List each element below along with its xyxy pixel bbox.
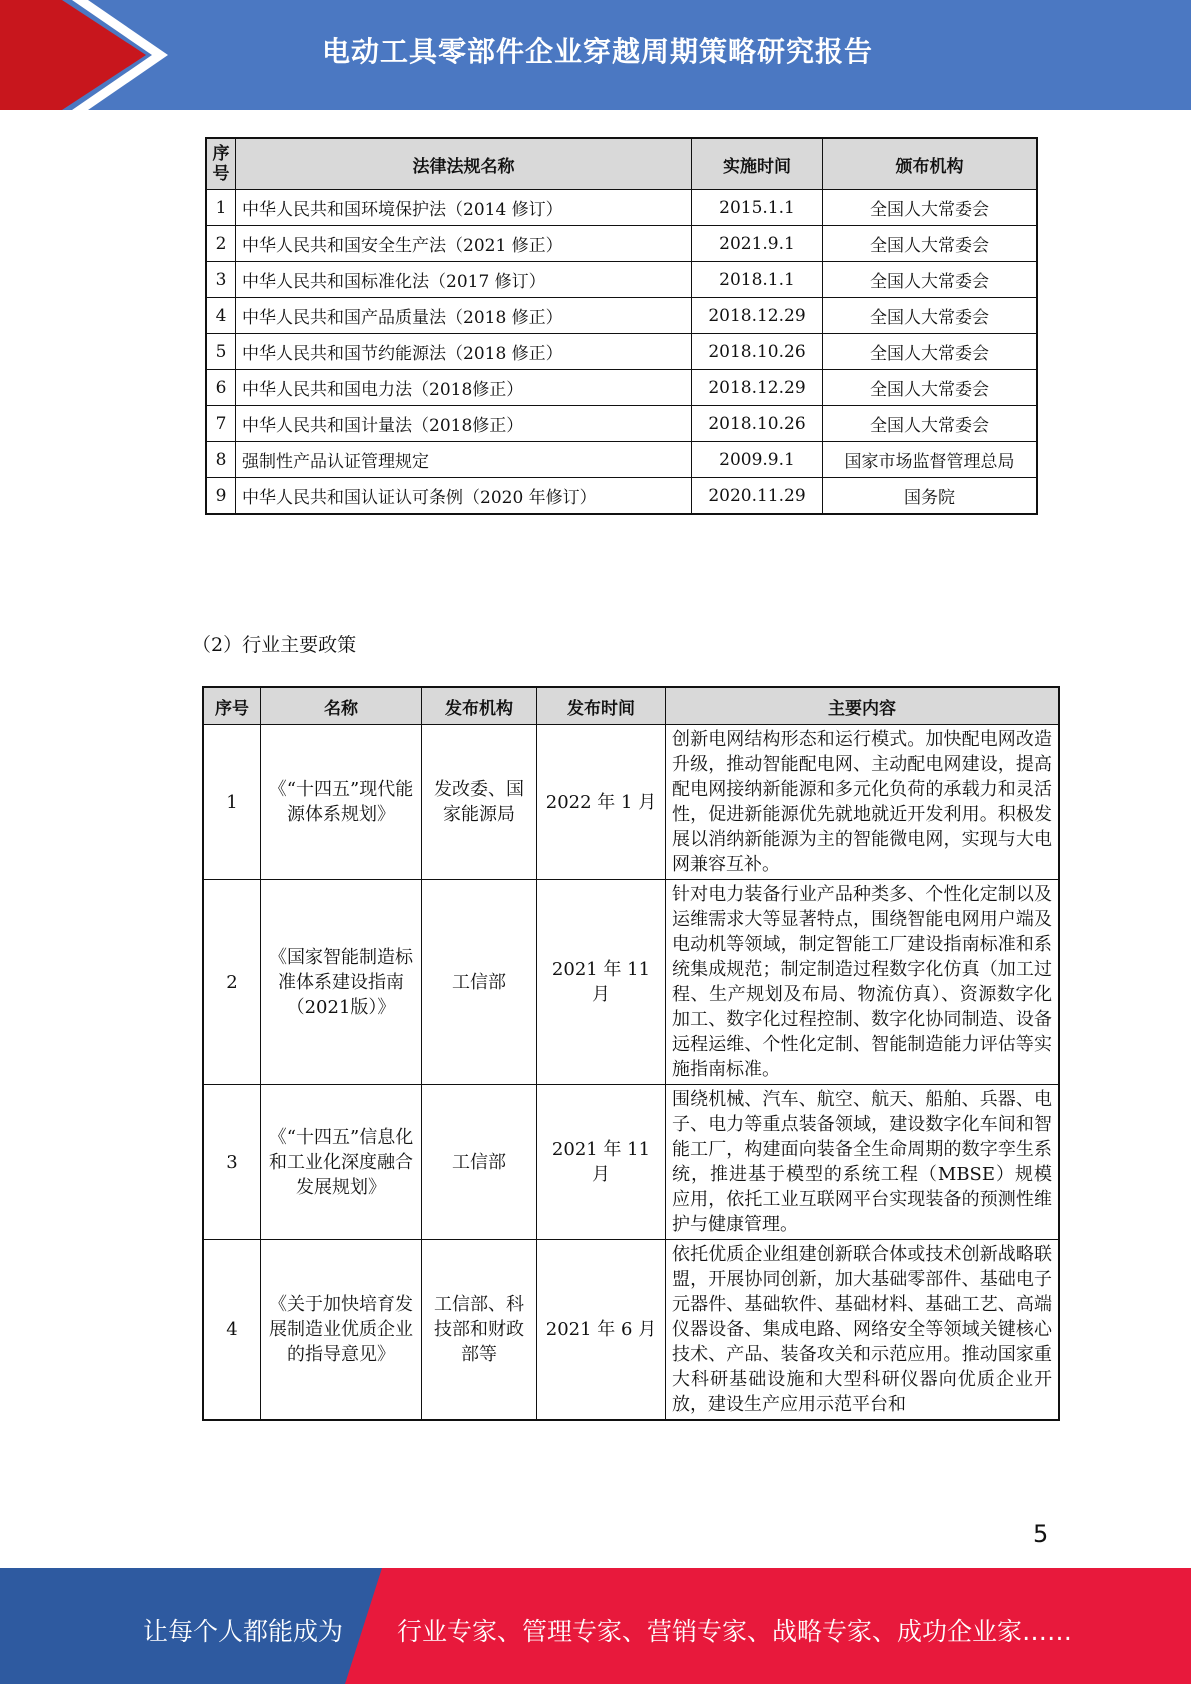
policies-table [202, 686, 1060, 1421]
col-header-date: 实施时间 [692, 138, 823, 190]
laws-table [205, 137, 1038, 515]
cell-date: 2021.9.1 [692, 226, 823, 262]
cell-law-name: 中华人民共和国标准化法（2017 修订） [236, 262, 692, 298]
col-header-content: 主要内容 [666, 687, 1060, 725]
cell-issuer: 全国人大常委会 [823, 334, 1038, 370]
cell-date: 2018.12.29 [692, 298, 823, 334]
cell-law-name: 中华人民共和国节约能源法（2018 修正） [236, 334, 692, 370]
table-row [206, 406, 1037, 442]
table-header-row [203, 687, 1059, 725]
col-header-seq: 序 号 [206, 138, 236, 190]
cell-law-name: 中华人民共和国产品质量法（2018 修正） [236, 298, 692, 334]
cell-issuer: 工信部 [422, 1085, 537, 1240]
cell-law-name: 中华人民共和国电力法（2018修正） [236, 370, 692, 406]
cell-law-name: 强制性产品认证管理规定 [236, 442, 692, 478]
cell-law-name: 中华人民共和国环境保护法（2014 修订） [236, 190, 692, 226]
cell-seq: 9 [206, 478, 236, 515]
col-header-name: 法律法规名称 [236, 138, 692, 190]
cell-policy-name: 《“十四五”现代能源体系规划》 [261, 725, 422, 880]
table-row [206, 226, 1037, 262]
cell-issuer: 发改委、国家能源局 [422, 725, 537, 880]
table-row [203, 725, 1059, 880]
cell-issuer: 工信部、科技部和财政部等 [422, 1240, 537, 1421]
report-title: 电动工具零部件企业穿越周期策略研究报告 [322, 35, 874, 68]
cell-seq: 5 [206, 334, 236, 370]
col-header-issuer: 颁布机构 [823, 138, 1038, 190]
table-row [203, 880, 1059, 1085]
cell-seq: 8 [206, 442, 236, 478]
table-row [206, 334, 1037, 370]
page-header [0, 0, 1191, 110]
cell-date: 2021 年 6 月 [537, 1240, 666, 1421]
table-row [206, 370, 1037, 406]
cell-seq: 4 [203, 1240, 261, 1421]
table-row [203, 1085, 1059, 1240]
col-header-date: 发布时间 [537, 687, 666, 725]
table-row [206, 262, 1037, 298]
cell-seq: 2 [206, 226, 236, 262]
cell-date: 2022 年 1 月 [537, 725, 666, 880]
cell-issuer: 全国人大常委会 [823, 406, 1038, 442]
cell-content: 针对电力装备行业产品种类多、个性化定制以及运维需求大等显著特点，围绕智能电网用户端及电动机等领域，制定智能工厂建设指南标准和系统集成规范；制定制造过程数字化仿真（加工过程、生产规划及布局、物流仿真）、资源数字化加工、数字化过程控制、数字化协同制造、设备远程运维、个性化定制、智能制造能力评估等实施指南标准。 [666, 880, 1060, 1085]
cell-date: 2020.11.29 [692, 478, 823, 515]
cell-issuer: 国务院 [823, 478, 1038, 515]
cell-seq: 6 [206, 370, 236, 406]
cell-seq: 2 [203, 880, 261, 1085]
col-header-seq: 序号 [203, 687, 261, 725]
cell-date: 2018.12.29 [692, 370, 823, 406]
cell-issuer: 国家市场监督管理总局 [823, 442, 1038, 478]
table-row [206, 298, 1037, 334]
cell-date: 2021 年 11 月 [537, 1085, 666, 1240]
cell-date: 2009.9.1 [692, 442, 823, 478]
cell-law-name: 中华人民共和国安全生产法（2021 修正） [236, 226, 692, 262]
cell-seq: 4 [206, 298, 236, 334]
cell-date: 2015.1.1 [692, 190, 823, 226]
section-label: （2）行业主要政策 [192, 634, 357, 656]
table-row [206, 190, 1037, 226]
cell-issuer: 全国人大常委会 [823, 226, 1038, 262]
cell-date: 2018.1.1 [692, 262, 823, 298]
cell-seq: 1 [203, 725, 261, 880]
cell-issuer: 工信部 [422, 880, 537, 1085]
cell-issuer: 全国人大常委会 [823, 262, 1038, 298]
footer-slogan-right: 行业专家、管理专家、营销专家、战略专家、成功企业家…… [397, 1617, 1073, 1646]
table-row [206, 478, 1037, 515]
cell-issuer: 全国人大常委会 [823, 370, 1038, 406]
cell-seq: 1 [206, 190, 236, 226]
page-number: 5 [1033, 1520, 1049, 1548]
col-header-name: 名称 [261, 687, 422, 725]
cell-seq: 3 [206, 262, 236, 298]
cell-content: 依托优质企业组建创新联合体或技术创新战略联盟，开展协同创新，加大基础零部件、基础电子元器件、基础软件、基础材料、基础工艺、高端仪器设备、集成电路、网络安全等领域关键核心技术、产品、装备攻关和示范应用。推动国家重大科研基础设施和大型科研仪器向优质企业开放，建设生产应用示范平台和 [666, 1240, 1060, 1421]
cell-seq: 3 [203, 1085, 261, 1240]
table-row [203, 1240, 1059, 1421]
cell-content: 创新电网结构形态和运行模式。加快配电网改造升级，推动智能配电网、主动配电网建设，提高配电网接纳新能源和多元化负荷的承载力和灵活性，促进新能源优先就地就近开发利用。积极发展以消纳新能源为主的智能微电网，实现与大电网兼容互补。 [666, 725, 1060, 880]
cell-seq: 7 [206, 406, 236, 442]
table-header-row [206, 138, 1037, 190]
cell-date: 2018.10.26 [692, 406, 823, 442]
cell-law-name: 中华人民共和国认证认可条例（2020 年修订） [236, 478, 692, 515]
cell-date: 2021 年 11 月 [537, 880, 666, 1085]
cell-content: 围绕机械、汽车、航空、航天、船舶、兵器、电子、电力等重点装备领域，建设数字化车间和智能工厂，构建面向装备全生命周期的数字孪生系统，推进基于模型的系统工程（MBSE）规模应用，依托工业互联网平台实现装备的预测性维护与健康管理。 [666, 1085, 1060, 1240]
cell-issuer: 全国人大常委会 [823, 190, 1038, 226]
cell-date: 2018.10.26 [692, 334, 823, 370]
cell-policy-name: 《国家智能制造标准体系建设指南（2021版）》 [261, 880, 422, 1085]
table-row [206, 442, 1037, 478]
cell-law-name: 中华人民共和国计量法（2018修正） [236, 406, 692, 442]
cell-issuer: 全国人大常委会 [823, 298, 1038, 334]
cell-policy-name: 《“十四五”信息化和工业化深度融合发展规划》 [261, 1085, 422, 1240]
page-footer [0, 1568, 1191, 1684]
footer-slogan-left: 让每个人都能成为 [143, 1617, 344, 1646]
cell-policy-name: 《关于加快培育发展制造业优质企业的指导意见》 [261, 1240, 422, 1421]
col-header-issuer: 发布机构 [422, 687, 537, 725]
